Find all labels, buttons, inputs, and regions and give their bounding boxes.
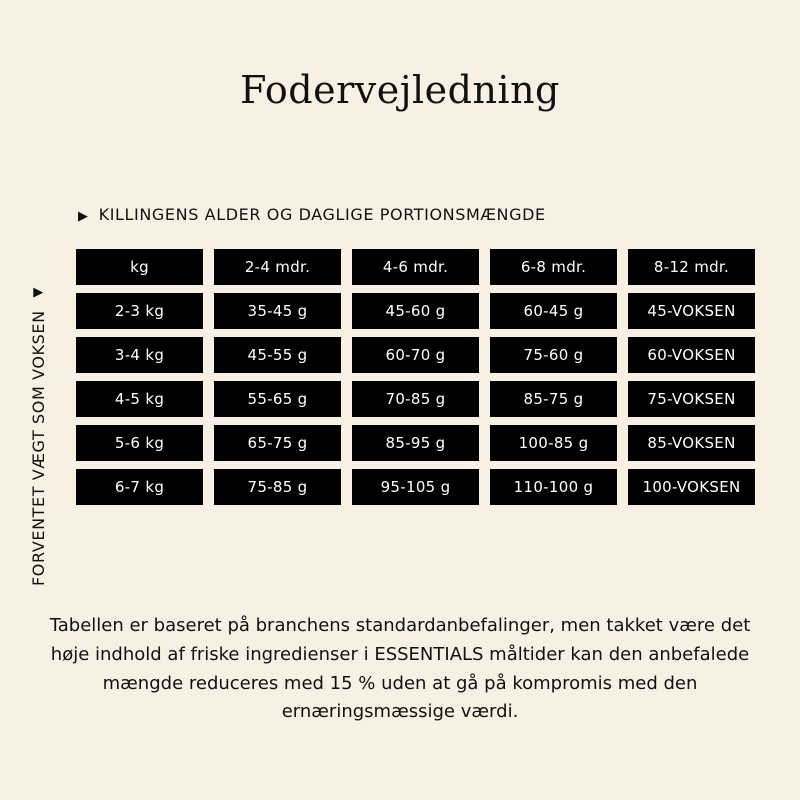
table-cell: 75-VOKSEN bbox=[628, 381, 755, 417]
table-cell: 45-55 g bbox=[214, 337, 341, 373]
table-cell: 5-6 kg bbox=[76, 425, 203, 461]
table-cell: 100-VOKSEN bbox=[628, 469, 755, 505]
table-cell: 60-70 g bbox=[352, 337, 479, 373]
table-cell: 60-VOKSEN bbox=[628, 337, 755, 373]
table-cell: 45-60 g bbox=[352, 293, 479, 329]
triangle-right-icon: ▶ bbox=[78, 209, 89, 224]
table-cell: 100-85 g bbox=[490, 425, 617, 461]
footnote: Tabellen er baseret på branchens standardanbefalinger, men takket være det høje indhold af friske ingredienser i ESSENTIALS måltider kan den anbefalede mængde reduceres med 15 % uden at gå på kompromis med den ernæringsmæssige værdi. bbox=[49, 615, 751, 723]
column-header bbox=[78, 205, 546, 224]
table-cell: 75-85 g bbox=[214, 469, 341, 505]
row-header bbox=[20, 246, 56, 586]
table-cell: 70-85 g bbox=[352, 381, 479, 417]
table-cell: 110-100 g bbox=[490, 469, 617, 505]
table-cell: 65-75 g bbox=[214, 425, 341, 461]
table-header-cell: 6-8 mdr. bbox=[490, 249, 617, 285]
table-cell: 45-VOKSEN bbox=[628, 293, 755, 329]
table-cell: 6-7 kg bbox=[76, 469, 203, 505]
table-cell: 85-95 g bbox=[352, 425, 479, 461]
table-cell: 4-5 kg bbox=[76, 381, 203, 417]
table-cell: 60-45 g bbox=[490, 293, 617, 329]
table-cell: 85-VOKSEN bbox=[628, 425, 755, 461]
table-header-cell: 8-12 mdr. bbox=[628, 249, 755, 285]
feeding-table bbox=[76, 249, 755, 505]
table-cell: 75-60 g bbox=[490, 337, 617, 373]
table-cell: 2-3 kg bbox=[76, 293, 203, 329]
row-header-label: FORVENTET VÆGT SOM VOKSEN bbox=[28, 310, 48, 586]
table-cell: 95-105 g bbox=[352, 469, 479, 505]
table-cell: 55-65 g bbox=[214, 381, 341, 417]
table-header-cell: 2-4 mdr. bbox=[214, 249, 341, 285]
column-header-label: KILLINGENS ALDER OG DAGLIGE PORTIONSMÆNGDE bbox=[98, 205, 546, 224]
table-cell: 3-4 kg bbox=[76, 337, 203, 373]
page-title: Fodervejledning bbox=[240, 68, 560, 112]
table-header-cell: 4-6 mdr. bbox=[352, 249, 479, 285]
table-cell: 85-75 g bbox=[490, 381, 617, 417]
table-cell: 35-45 g bbox=[214, 293, 341, 329]
triangle-down-icon: ▶ bbox=[32, 285, 44, 301]
table-header-cell: kg bbox=[76, 249, 203, 285]
